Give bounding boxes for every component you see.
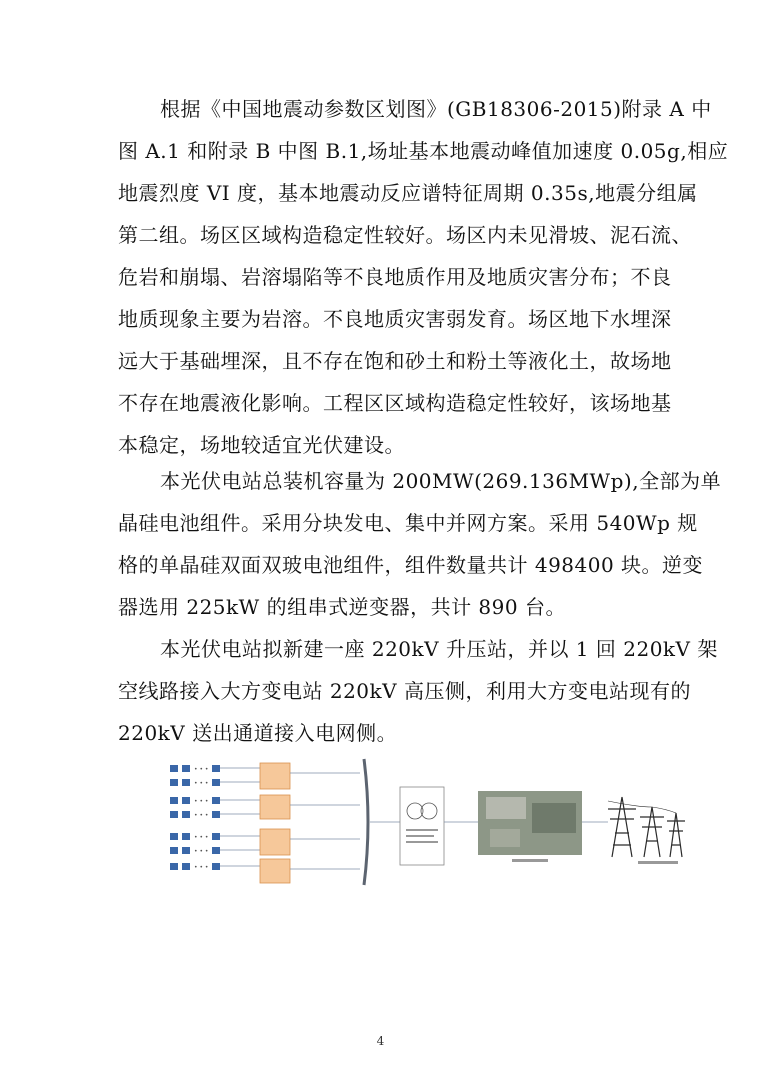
- pv-module-icon: [170, 779, 178, 786]
- substation-building: [486, 797, 526, 819]
- string-inverter-box: [260, 829, 290, 855]
- caption-placeholder: [406, 841, 438, 843]
- pv-module-icon: [182, 779, 190, 786]
- pv-string-rows: [170, 765, 260, 871]
- text-line: 空线路接入大方变电站 220kV 高压侧，利用大方变电站现有的: [118, 679, 691, 703]
- transformer-box: [400, 787, 444, 865]
- busbar: [364, 759, 368, 885]
- text-line: 本稳定，场地较适宜光伏建设。: [118, 433, 405, 457]
- pv-string-row: [170, 811, 260, 819]
- string-inverters: [260, 763, 290, 883]
- transmission-tower-icon: [608, 797, 636, 857]
- text-line: 图 A.1 和附录 B 中图 B.1,场址基本地震动峰值加速度 0.05g,相应: [118, 139, 729, 163]
- pv-module-icon: [182, 847, 190, 854]
- ac-feeders: [290, 773, 360, 869]
- conductor-line: [608, 801, 676, 813]
- pv-string-row: [170, 863, 260, 871]
- caption-placeholder: [638, 861, 678, 864]
- caption-placeholder: [512, 859, 548, 862]
- paragraph-seismic: [118, 88, 729, 466]
- text-line: 不存在地震液化影响。工程区区域构造稳定性较好，该场地基: [118, 391, 672, 415]
- paragraph-grid-connection: [118, 628, 718, 754]
- pv-module-icon: [170, 847, 178, 854]
- pv-string-row: [170, 797, 260, 805]
- pv-module-icon: [170, 797, 178, 804]
- transmission-tower-icons: [608, 797, 685, 857]
- ellipsis-mark: • • •: [194, 848, 209, 855]
- pv-module-icon: [170, 765, 178, 772]
- text-line: 本光伏电站拟新建一座 220kV 升压站，并以 1 回 220kV 架: [160, 637, 718, 661]
- transmission-tower-icon: [667, 813, 685, 857]
- pv-module-icon: [212, 765, 220, 772]
- text-line: 地质现象主要为岩溶。不良地质灾害弱发育。场区地下水埋深: [118, 307, 672, 331]
- text-line: 格的单晶硅双面双玻电池组件，组件数量共计 498400 块。逆变: [118, 553, 704, 577]
- ellipsis-mark: • • •: [194, 864, 209, 871]
- text-line: 第二组。场区区域构造稳定性较好。场区内未见滑坡、泥石流、: [118, 223, 692, 247]
- string-inverter-box: [260, 763, 290, 789]
- string-inverter-box: [260, 795, 290, 819]
- text-line: 本光伏电站总装机容量为 200MW(269.136MWp),全部为单: [160, 469, 722, 493]
- pv-module-icon: [170, 811, 178, 818]
- box-transformer: [400, 787, 444, 865]
- caption-placeholder: [406, 829, 438, 831]
- pv-module-icon: [212, 797, 220, 804]
- booster-substation-picture: [478, 791, 582, 862]
- pv-module-icon: [182, 833, 190, 840]
- pv-system-diagram: [160, 757, 688, 887]
- ellipsis-mark: • • •: [194, 812, 209, 819]
- pv-string-row: [170, 847, 260, 855]
- ellipsis-mark: • • •: [194, 834, 209, 841]
- text-line: 危岩和崩塌、岩溶塌陷等不良地质作用及地质灾害分布；不良: [118, 265, 672, 289]
- pv-string-row: [170, 833, 260, 841]
- ellipsis-mark: • • •: [194, 798, 209, 805]
- paragraph-capacity: [118, 460, 722, 628]
- text-line: 220kV 送出通道接入电网侧。: [118, 721, 398, 745]
- pv-module-icon: [212, 847, 220, 854]
- pv-module-icon: [182, 765, 190, 772]
- pv-module-icon: [182, 797, 190, 804]
- pv-module-icon: [212, 863, 220, 870]
- pv-module-icon: [182, 863, 190, 870]
- text-line: 晶硅电池组件。采用分块发电、集中并网方案。采用 540Wp 规: [118, 511, 698, 535]
- pv-string-row: [170, 779, 260, 787]
- pv-module-icon: [212, 779, 220, 786]
- ellipsis-mark: • • •: [194, 780, 209, 787]
- text-line: 远大于基础埋深，且不存在饱和砂土和粉土等液化土，故场地: [118, 349, 672, 373]
- pv-module-icon: [182, 811, 190, 818]
- pv-module-icon: [170, 833, 178, 840]
- substation-equipment: [490, 829, 520, 847]
- text-line: 根据《中国地震动参数区划图》(GB18306-2015)附录 A 中: [160, 97, 712, 121]
- ellipsis-mark: • • •: [194, 766, 209, 773]
- caption-placeholder: [406, 835, 434, 837]
- pv-module-icon: [212, 811, 220, 818]
- string-inverter-box: [260, 859, 290, 883]
- pv-module-icon: [170, 863, 178, 870]
- pv-module-icon: [212, 833, 220, 840]
- substation-yard: [532, 803, 576, 833]
- text-line: 地震烈度 VI 度，基本地震动反应谱特征周期 0.35s,地震分组属: [118, 181, 698, 205]
- transmission-tower-icon: [640, 807, 664, 857]
- page-number: 4: [376, 1034, 385, 1048]
- text-line: 器选用 225kW 的组串式逆变器，共计 890 台。: [118, 595, 566, 619]
- pv-string-row: [170, 765, 260, 773]
